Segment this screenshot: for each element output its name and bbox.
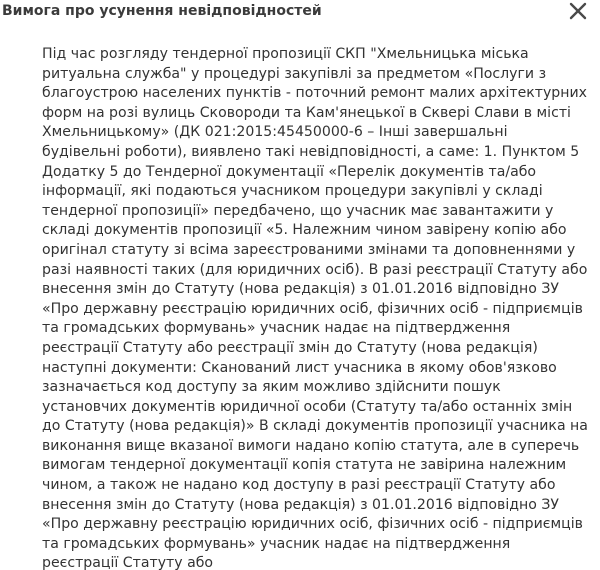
requirement-text: Під час розгляду тендерної пропозиції СКП "Хмельницька міська ритуальна служба" у процедурі закупівлі за предметом «Послуги з благоустрою населених пунктів - поточний ремонт малих архітектурних форм на розі вулиць Сковороди та Кам'янецької в Сквері Слави в місті Хмельницькому» (ДК 021:2015:45450000-6 – Інші завершальні будівельні роботи), виявлено такі невідповідності, а саме: 1. Пунктом 5 Додатку 5 до Тендерної документації «Перелік документів та/або інформації, які подаються учасником процедури закупівлі у складі тендерної пропозиції» передбачено, що учасник має завантажити у складі документів пропозиції «5. Належним чином завірену копію або оригінал статуту зі всіма зареєстрованими змінами та доповненнями у разі наявності таких (для юридичних осіб). В разі реєстрації Статуту або внесення змін до Статуту (нова редакція) з 01.01.2016 відповідно ЗУ «Про державну реєстрацію юридичних осіб, фізичних осіб - підприємців та громадських формувань» учасник надає на підтвердження реєстрації Статуту або реєстрації змін до Статуту (нова редакція) наступні документи: Сканований лист учасника в якому обов'язково зазначається код доступу за яким можливо здійснити пошук установчих документів юридичної особи (Статуту та/або останніх змін до Статуту (нова редакція)» В складі документів пропозиції учасника на виконання вище вказаної вимоги надано копію статута, але в суперечь вимогам тендерної документації копія статута не завірина належним чином, а також не надано код доступу в разі реєстрації Статуту або внесення змін до Статуту (нова редакція) з 01.01.2016 відповідно ЗУ «Про державну реєстрацію юридичних осіб, фізичних осіб - підприємців та громадських формувань» учасник надає на підтвердження реєстрації Статуту або (42, 46, 588, 570)
close-icon (568, 1, 588, 21)
close-button[interactable] (568, 1, 588, 21)
dialog-header (0, 0, 600, 28)
dialog-title: Вимога про усунення невідповідностей (2, 3, 322, 19)
